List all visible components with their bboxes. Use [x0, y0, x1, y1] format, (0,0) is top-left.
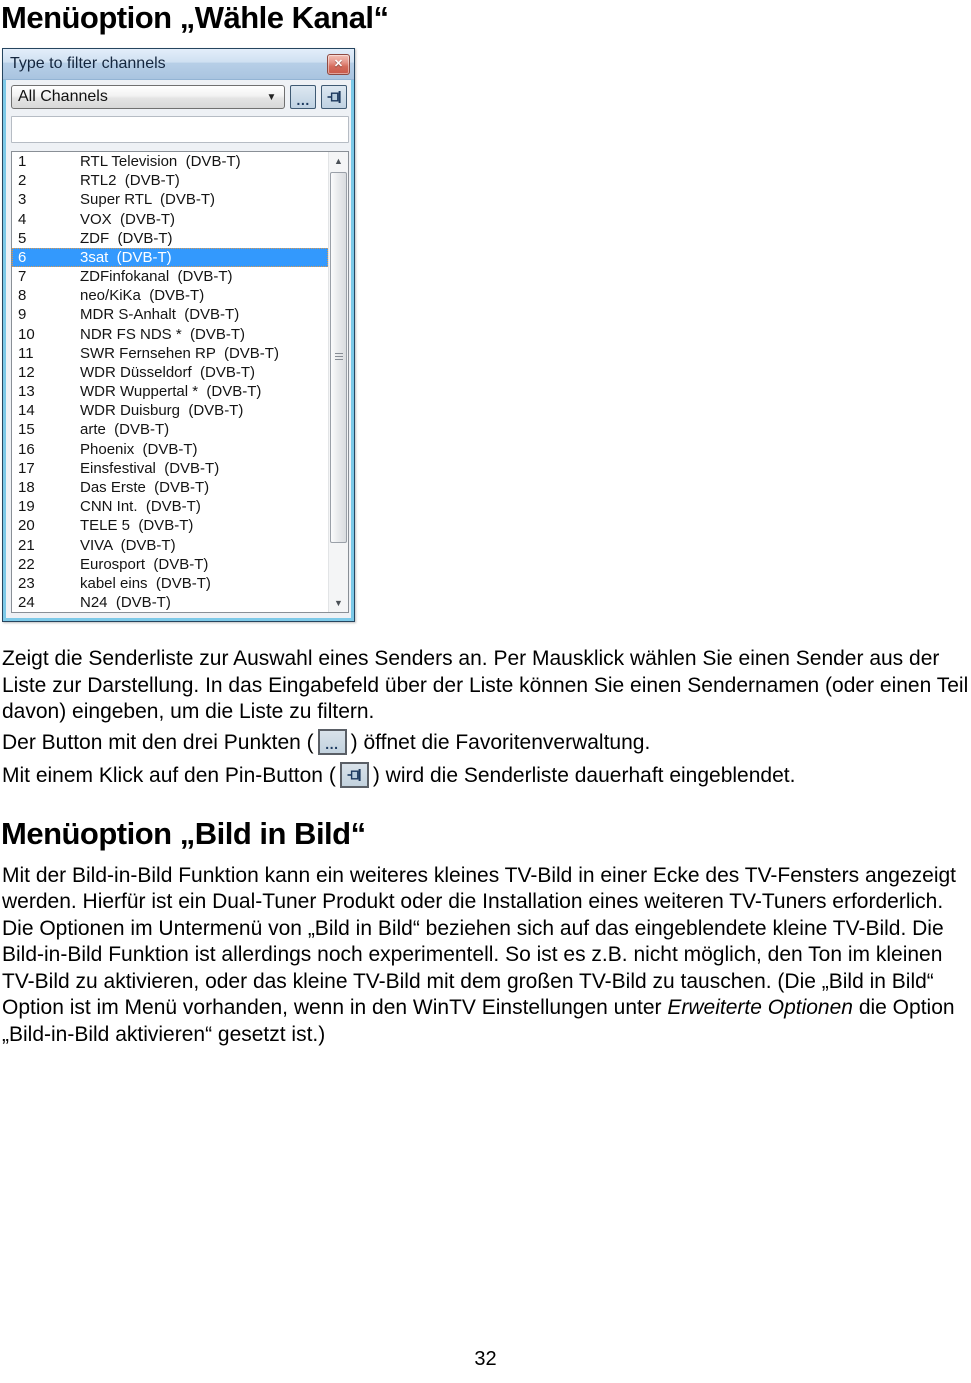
channel-label: NDR FS NDS * (DVB-T): [80, 325, 245, 343]
paragraph-senderliste: Zeigt die Senderliste zur Auswahl eines Senders an. Per Mausklick wählen Sie einen Sender aus der Liste zur Darstellung. In das Eingabefeld über der Liste können Sie einen Sendernamen (oder einen Teil davon) eingeben, um die Liste zu filtern.: [2, 647, 969, 723]
channel-label: Eurosport (DVB-T): [80, 555, 209, 573]
close-button[interactable]: [327, 54, 350, 75]
pin-button[interactable]: [321, 85, 347, 109]
channel-list-box: [11, 151, 349, 613]
filter-input[interactable]: [11, 116, 349, 143]
channel-label: MDR S-Anhalt (DVB-T): [80, 306, 240, 324]
channel-label: WDR Wuppertal * (DVB-T): [80, 383, 262, 401]
channel-label: Einsfestival (DVB-T): [80, 459, 220, 477]
pin-button-illustration: [340, 762, 369, 788]
channel-label: kabel eins (DVB-T): [80, 574, 211, 592]
channel-row[interactable]: [12, 152, 328, 171]
channel-label: Phoenix (DVB-T): [80, 440, 198, 458]
pip-text-part3: die Option „Bild-in-Bild aktivieren“ gesetzt ist.): [2, 996, 955, 1046]
channel-label: N24 (DVB-T): [80, 594, 171, 612]
paragraph-bild-in-bild: [0, 863, 970, 1049]
channel-number: 14: [18, 402, 35, 420]
ellipsis-icon: …: [324, 736, 340, 752]
pip-text-part1: Mit der Bild-in-Bild Funktion kann ein weiteres kleines TV-Bild in einer Ecke des TV-Fensters angezeigt werden. Hierfür ist ein Dual-Tuner Produkt oder die Installation eines weiteren TV-Tuners erforderlich. Die Optionen im Untermenü von „Bild in Bild“ beziehen sich auf das eingeblendete kleine TV-Bild. Die Bild-in-Bild Funktion ist allerdings noch experimentell. So ist es z.B. nicht möglich, den Ton im kleinen TV-Bild zu aktivieren, oder das kleine TV-Bild mit dem großen TV-Bild zu tauschen. (Die „Bild in Bild“ Option ist im Menü vorhanden, wenn in den WinTV Einstellungen unter: [2, 863, 957, 1019]
channel-row[interactable]: [12, 305, 328, 324]
channel-label: TELE 5 (DVB-T): [80, 517, 194, 535]
channel-number: 24: [18, 594, 35, 612]
channel-number: 18: [18, 479, 35, 496]
channel-number: 10: [18, 325, 35, 343]
channel-row[interactable]: [12, 267, 328, 286]
window-titlebar[interactable]: [3, 49, 354, 80]
channel-row[interactable]: [12, 363, 328, 382]
scrollbar-thumb[interactable]: [330, 172, 347, 543]
channel-row[interactable]: [12, 574, 328, 593]
channel-row[interactable]: [12, 401, 328, 420]
ellipsis-button-illustration: [318, 729, 347, 755]
channel-label: RTL Television (DVB-T): [80, 153, 241, 171]
pin-button-line: [0, 759, 971, 792]
channel-number: 16: [18, 440, 35, 458]
channel-row[interactable]: [12, 382, 328, 401]
channel-row[interactable]: [12, 535, 328, 554]
channel-row[interactable]: [12, 171, 328, 190]
channel-number: 4: [18, 210, 27, 228]
window-title: Type to filter channels: [10, 55, 166, 72]
channel-label: ZDF (DVB-T): [80, 229, 173, 247]
channel-label: VIVA (DVB-T): [80, 536, 176, 554]
scroll-down-button[interactable]: [329, 594, 348, 612]
scroll-down-icon: ▼: [334, 598, 343, 608]
channel-number: 7: [18, 268, 27, 286]
channel-label: ZDFinfokanal (DVB-T): [80, 268, 233, 286]
favorites-button[interactable]: [290, 85, 316, 109]
channel-row[interactable]: [12, 440, 328, 459]
channel-number: 12: [18, 363, 35, 381]
channel-number: 5: [18, 229, 27, 247]
channel-row[interactable]: [12, 497, 328, 516]
ellipsis-icon: …: [295, 92, 311, 108]
channel-label: WDR Düsseldorf (DVB-T): [80, 363, 256, 381]
ellipsis-line-after: ) öffnet die Favoritenverwaltung.: [350, 730, 651, 754]
pin-icon: [347, 768, 362, 782]
window-content: [3, 80, 354, 621]
scroll-up-icon: ▲: [334, 156, 343, 166]
channel-label: 3sat (DVB-T): [80, 248, 172, 266]
channel-number: 3: [18, 191, 27, 209]
channel-number: 19: [18, 498, 35, 516]
channel-row[interactable]: [12, 190, 328, 209]
channel-filter-window: [2, 48, 355, 622]
channel-label: Das Erste (DVB-T): [80, 479, 210, 496]
channel-number: 8: [18, 287, 27, 305]
channel-number: 17: [18, 459, 35, 477]
section-title-bild-in-bild: Menüoption „Bild in Bild“: [1, 815, 366, 851]
scroll-up-button[interactable]: [329, 152, 348, 170]
ellipsis-button-line: [0, 726, 971, 759]
channel-label: CNN Int. (DVB-T): [80, 498, 201, 516]
close-icon: ✕: [333, 57, 344, 70]
channel-label: VOX (DVB-T): [80, 210, 176, 228]
channel-row[interactable]: [12, 516, 328, 535]
channel-label: SWR Fernsehen RP (DVB-T): [80, 344, 279, 362]
channel-label: RTL2 (DVB-T): [80, 172, 180, 190]
channel-number: 20: [18, 517, 35, 535]
channel-row[interactable]: [12, 344, 328, 363]
channel-label: Super RTL (DVB-T): [80, 191, 216, 209]
pin-icon: [327, 90, 342, 104]
channel-number: 23: [18, 574, 35, 592]
pip-text-italic: Erweiterte Optionen: [667, 996, 853, 1019]
channel-group-value: All Channels: [18, 88, 108, 105]
channel-row[interactable]: [12, 555, 328, 574]
channel-number: 11: [18, 344, 34, 362]
page-number: 32: [474, 1348, 497, 1370]
ellipsis-line-before: Der Button mit den drei Punkten (: [2, 730, 314, 754]
channel-label: WDR Duisburg (DVB-T): [80, 402, 244, 420]
scrollbar-track[interactable]: [329, 170, 348, 594]
channel-number: 13: [18, 383, 35, 401]
channel-number: 9: [18, 306, 27, 324]
channel-number: 15: [18, 421, 35, 439]
page-title: Menüoption „Wähle Kanal“: [1, 0, 389, 35]
channel-number: 6: [18, 248, 27, 266]
channel-label: arte (DVB-T): [80, 421, 170, 439]
channel-number: 2: [18, 172, 27, 190]
channel-row[interactable]: [12, 420, 328, 439]
channel-row[interactable]: [12, 459, 328, 478]
channel-number: 1: [18, 153, 27, 171]
channel-number: 21: [18, 536, 35, 554]
channel-row[interactable]: [12, 593, 328, 612]
channel-row[interactable]: [12, 286, 328, 305]
channel-number: 22: [18, 555, 35, 573]
channel-list: [12, 152, 328, 612]
pin-line-before: Mit einem Klick auf den Pin-Button (: [2, 763, 336, 787]
channel-row[interactable]: [12, 229, 328, 248]
pin-line-after: ) wird die Senderliste dauerhaft eingeblendet.: [372, 763, 796, 787]
channel-group-select[interactable]: [11, 85, 285, 109]
channel-row[interactable]: [12, 325, 328, 344]
channel-row[interactable]: [12, 478, 328, 497]
filter-toolbar: [11, 85, 347, 109]
channel-label: neo/KiKa (DVB-T): [80, 287, 205, 305]
channel-row[interactable]: [12, 248, 328, 267]
scrollbar[interactable]: [328, 152, 348, 612]
channel-row[interactable]: [12, 210, 328, 229]
chevron-down-icon: ▼: [266, 91, 277, 103]
grip-icon: [335, 353, 343, 362]
